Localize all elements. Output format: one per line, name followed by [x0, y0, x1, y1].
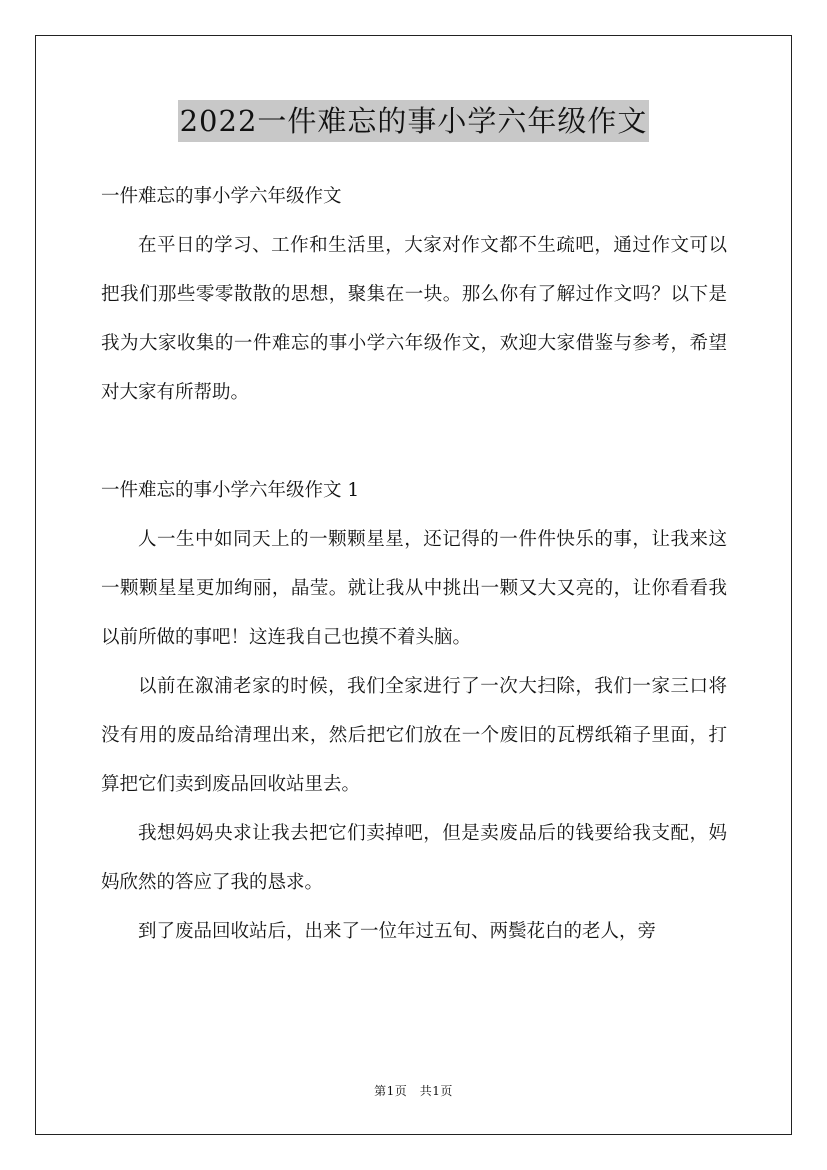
intro-paragraph: 在平日的学习、工作和生活里，大家对作文都不生疏吧，通过作文可以把我们那些零零散散的思想，聚集在一块。那么你有了解过作文吗？以下是我为大家收集的一件难忘的事小学六年级作文，欢迎大家借鉴与参考，希望对大家有所帮助。 — [101, 235, 727, 403]
essay-paragraph: 我想妈妈央求让我去把它们卖掉吧，但是卖废品后的钱要给我支配，妈妈欣然的答应了我的恳求。 — [101, 823, 727, 893]
page-footer: 第1页 共1页 — [374, 1084, 453, 1098]
document-subtitle: 一件难忘的事小学六年级作文 — [101, 186, 342, 207]
essay-paragraph: 以前在溆浦老家的时候，我们全家进行了一次大扫除，我们一家三口将没有用的废品给清理出来，然后把它们放在一个废旧的瓦楞纸箱子里面，打算把它们卖到废品回收站里去。 — [101, 676, 727, 795]
document-body — [101, 172, 727, 956]
essay-heading: 一件难忘的事小学六年级作文 1 — [101, 480, 360, 501]
section-spacer — [101, 417, 727, 466]
essay-paragraph: 到了废品回收站后，出来了一位年过五旬、两鬓花白的老人，旁 — [138, 921, 657, 942]
essay-paragraph: 人一生中如同天上的一颗颗星星，还记得的一件件快乐的事，让我来这一颗颗星星更加绚丽，晶莹。就让我从中挑出一颗又大又亮的，让你看看我以前所做的事吧！这连我自己也摸不着头脑。 — [101, 529, 727, 648]
document-title-text: 2022一件难忘的事小学六年级作文 — [178, 100, 650, 142]
document-title — [0, 100, 827, 142]
